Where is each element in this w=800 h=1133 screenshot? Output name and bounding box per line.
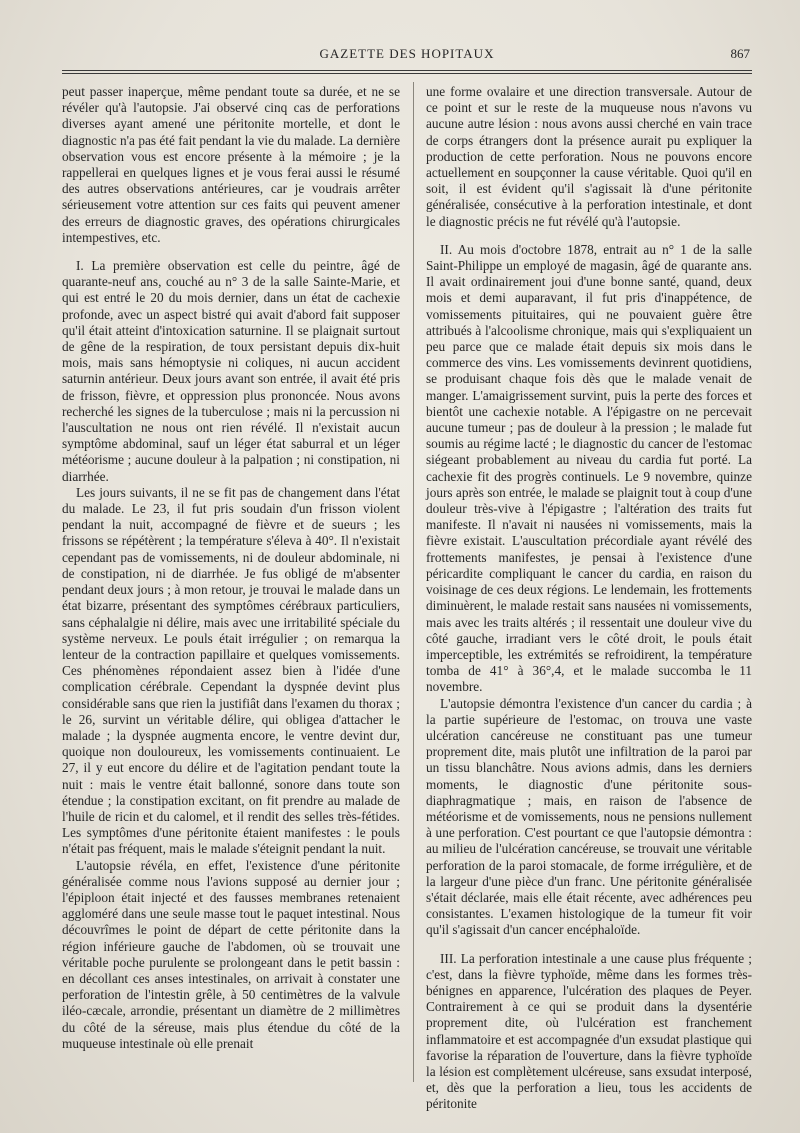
running-title: GAZETTE DES HOPITAUX bbox=[319, 46, 495, 61]
paragraph-continuation: peut passer inaperçue, même pendant toute sa durée, et ne se révéler qu'à l'autopsie. J'ai observé cinq cas de perforations diverses ayant amené une péritonite mortelle, et dont le diagnostic n'a pas été fait pendant la vie du malade. La dernière observation vous est encore présente à la mémoire ; je la rappellerai en quelques lignes et je vous ferai aussi le résumé des autres observations antérieures, car je voudrais arrêter sérieusement votre attention sur ces faits qui peuvent amener des erreurs de diagnostic graves, des opérations chirurgicales intempestives, etc. bbox=[62, 84, 400, 245]
page-header bbox=[62, 46, 752, 66]
paragraph-observation-2: II. Au mois d'octobre 1878, entrait au n° 1 de la salle Saint-Philippe un employé de magasin, âgé de quarante ans. Il avait ordinairement joui d'une bonne santé, quand, deux mois et demi auparavant, il fut pris d'inappétence, de vomissements pituitaires, qui ne pouvaient guère être attribués à l'alcoolisme chronique, mais qui s'expliquaient un peu parce que ce malade était depuis six mois dans le commerce des vins. Les vomissements devinrent quotidiens, se produisant chaque fois dès que le malade venait de manger. L'amaigrissement survint, puis la perte des forces et bientôt une cachexie notable. A l'épigastre on ne percevait aucune tumeur ; pas de douleur à la pression ; le malade fut soumis au régime lacté ; le diagnostic du cancer de l'estomac siégeant probablement au niveau du cardia fut porté. La cachexie fit des progrès continuels. Le 9 novembre, quinze jours après son entrée, le malade se plaignit tout à coup d'une douleur très-vive à l'épigastre ; l'altération des traits fut manifeste. Il n'avait ni nausées ni vomissements, mais la fièvre existait. L'auscultation précordiale ayant révélé des frottements manifestes, je pensai à l'existence d'une péricardite compliquant le cancer du cardia, en raison du voisinage de ces deux régions. Le lendemain, les frottements diminuèrent, le malade restait sans nausées ni vomissements, mais avec les traits altérés ; il ressentait une douleur vive du côté gauche, irradiant vers le côté droit, le pouls était imperceptible, les extrémités se refroidirent, la température tomba de 41° à 36°,4, et le malade succomba le 11 novembre. bbox=[426, 241, 752, 695]
paragraph: Les jours suivants, il ne se fit pas de changement dans l'état du malade. Le 23, il fut pris soudain d'un frisson violent pendant la nuit, accompagné de fièvre et de sueurs ; les frissons se répétèrent ; la température s'éleva à 40°. Il n'existait cependant pas de vomissements, ni de douleur abdominale, ni de constipation, ni de diarrhée. Je fus obligé de m'absenter pendant deux jours ; à mon retour, je trouvai le malade dans un état bizarre, présentant des symptômes cérébraux particuliers, sans céphalalgie ni délire, mais avec une irritabilité spéciale du système nerveux. Le pouls était irrégulier ; on remarqua la lenteur de la contraction papillaire et quelques vomissements. Ces phénomènes répondaient assez bien à l'idée d'une complication cérébrale. Cependant la dyspnée devint plus considérable sans que rien la justifiât dans l'examen du thorax ; le 26, survint un véritable délire, qui obligea d'attacher le malade ; la dyspnée augmenta encore, le ventre devint dur, quoique non douloureux, les vomissements continuaient. Le 27, il y eut encore du délire et de l'agitation pendant toute la nuit : mais le ventre était ballonné, sonore dans toute son étendue ; la constipation excitant, on fit prendre au malade de l'huile de ricin et du calomel, et il rendit des selles très-fétides. Les symptômes d'une péritonite étaient manifestes : le pouls n'était pas fréquent, mais le malade s'éteignit pendant la nuit. bbox=[62, 484, 400, 857]
paragraph: L'autopsie démontra l'existence d'un cancer du cardia ; à la partie supérieure de l'estomac, on trouva une vaste ulcération cancéreuse ne constituant pas une tumeur proprement dite, mais plutôt une infiltration de la paroi par un tissu blanchâtre. Nous avions admis, dans les derniers moments, le diagnostic d'une péritonite sous-diaphragmatique ; mais, en raison de l'absence de météorisme et de vomissements, nous ne pensions nullement à une perforation. C'est pourtant ce que l'autopsie démontra : au milieu de l'ulcération cancéreuse, se trouvait une véritable perforation de la paroi stomacale, de forme irrégulière, et de la largeur d'une pièce d'un franc. Une péritonite généralisée s'était déclarée, mais elle était récente, avec adhérences peu consistantes. L'examen histologique de la tumeur fit voir qu'il s'agissait d'un cancer encéphaloïde. bbox=[426, 695, 752, 938]
column-divider bbox=[413, 82, 414, 1082]
paragraph-observation-1: I. La première observation est celle du peintre, âgé de quarante-neuf ans, couché au n° 3 de la salle Sainte-Marie, et qui est entré le 20 du mois dernier, dans un état de cachexie profonde, avec un aspect bistré qui avait d'abord fait supposer qu'il était atteint d'intoxication saturnine. Il se plaignait surtout de gêne de la respiration, de toux persistant depuis dix-huit mois, mais sans hémoptysie ni coliques, ni aucun accident saturnin antérieur. Deux jours avant son entrée, il avait été pris de frisson, fièvre, et oppression plus prononcée. Nous avons recherché les signes de la tuberculose ; mais ni la percussion ni l'auscultation ne nous ont rien révélé. Il n'existait aucun symptôme abdominal, sauf un léger état saburral et un léger météorisme ; aucune douleur à la palpation ; ni constipation, ni diarrhée. bbox=[62, 258, 400, 484]
right-column bbox=[426, 84, 752, 1112]
header-rule-top bbox=[62, 70, 752, 71]
left-column bbox=[62, 84, 400, 1094]
paragraph-observation-3: III. La perforation intestinale a une cause plus fréquente ; c'est, dans la fièvre typhoïde, même dans les formes très-bénignes en apparence, l'ulcération des plaques de Peyer. Contrairement à ce qui se produit dans la dysentérie proprement dite, où l'ulcération est franchement inflammatoire et est accompagnée d'un exsudat plastique qui favorise la réparation de l'ouverture, dans la fièvre typhoïde la lésion est complètement ulcéreuse, sans exsudat interposé, et, dès que la perforation a lieu, tous les accidents de péritonite bbox=[426, 950, 752, 1112]
page-number: 867 bbox=[730, 46, 750, 61]
header-rule-bottom bbox=[62, 73, 752, 74]
paragraph-continuation: une forme ovalaire et une direction transversale. Autour de ce point et sur le reste de la muqueuse nous n'avons vu aucune autre lésion : nous avons aussi cherché en vain trace de corps étrangers dont la présence aurait pu expliquer la production de cette perforation. Nous ne pouvons encore actuellement en soupçonner la cause véritable. Quoi qu'il en soit, il est évident qu'il s'agissait là d'une péritonite généralisée, consécutive à la perforation intestinale, et dont le diagnostic précis ne fut révélé qu'à l'autopsie. bbox=[426, 84, 752, 229]
paragraph: L'autopsie révéla, en effet, l'existence d'une péritonite généralisée comme nous l'avions supposé au dernier jour ; l'épiploon était injecté et des fausses membranes retenaient aggloméré dans une seule masse tout le paquet intestinal. Nous découvrîmes le point de départ de cette péritonite dans la région inférieure gauche de l'abdomen, où se trouvait une véritable poche purulente se prolongeant dans le petit bassin : en décollant ces anses intestinales, on arrivait à constater une perforation de l'intestin grêle, à 50 centimètres de la valvule iléo-cæcale, arrondie, présentant un diamètre de 2 millimètres du côté de la séreuse, mais plus étendue du côté de la muqueuse intestinale où elle prenait bbox=[62, 857, 400, 1051]
